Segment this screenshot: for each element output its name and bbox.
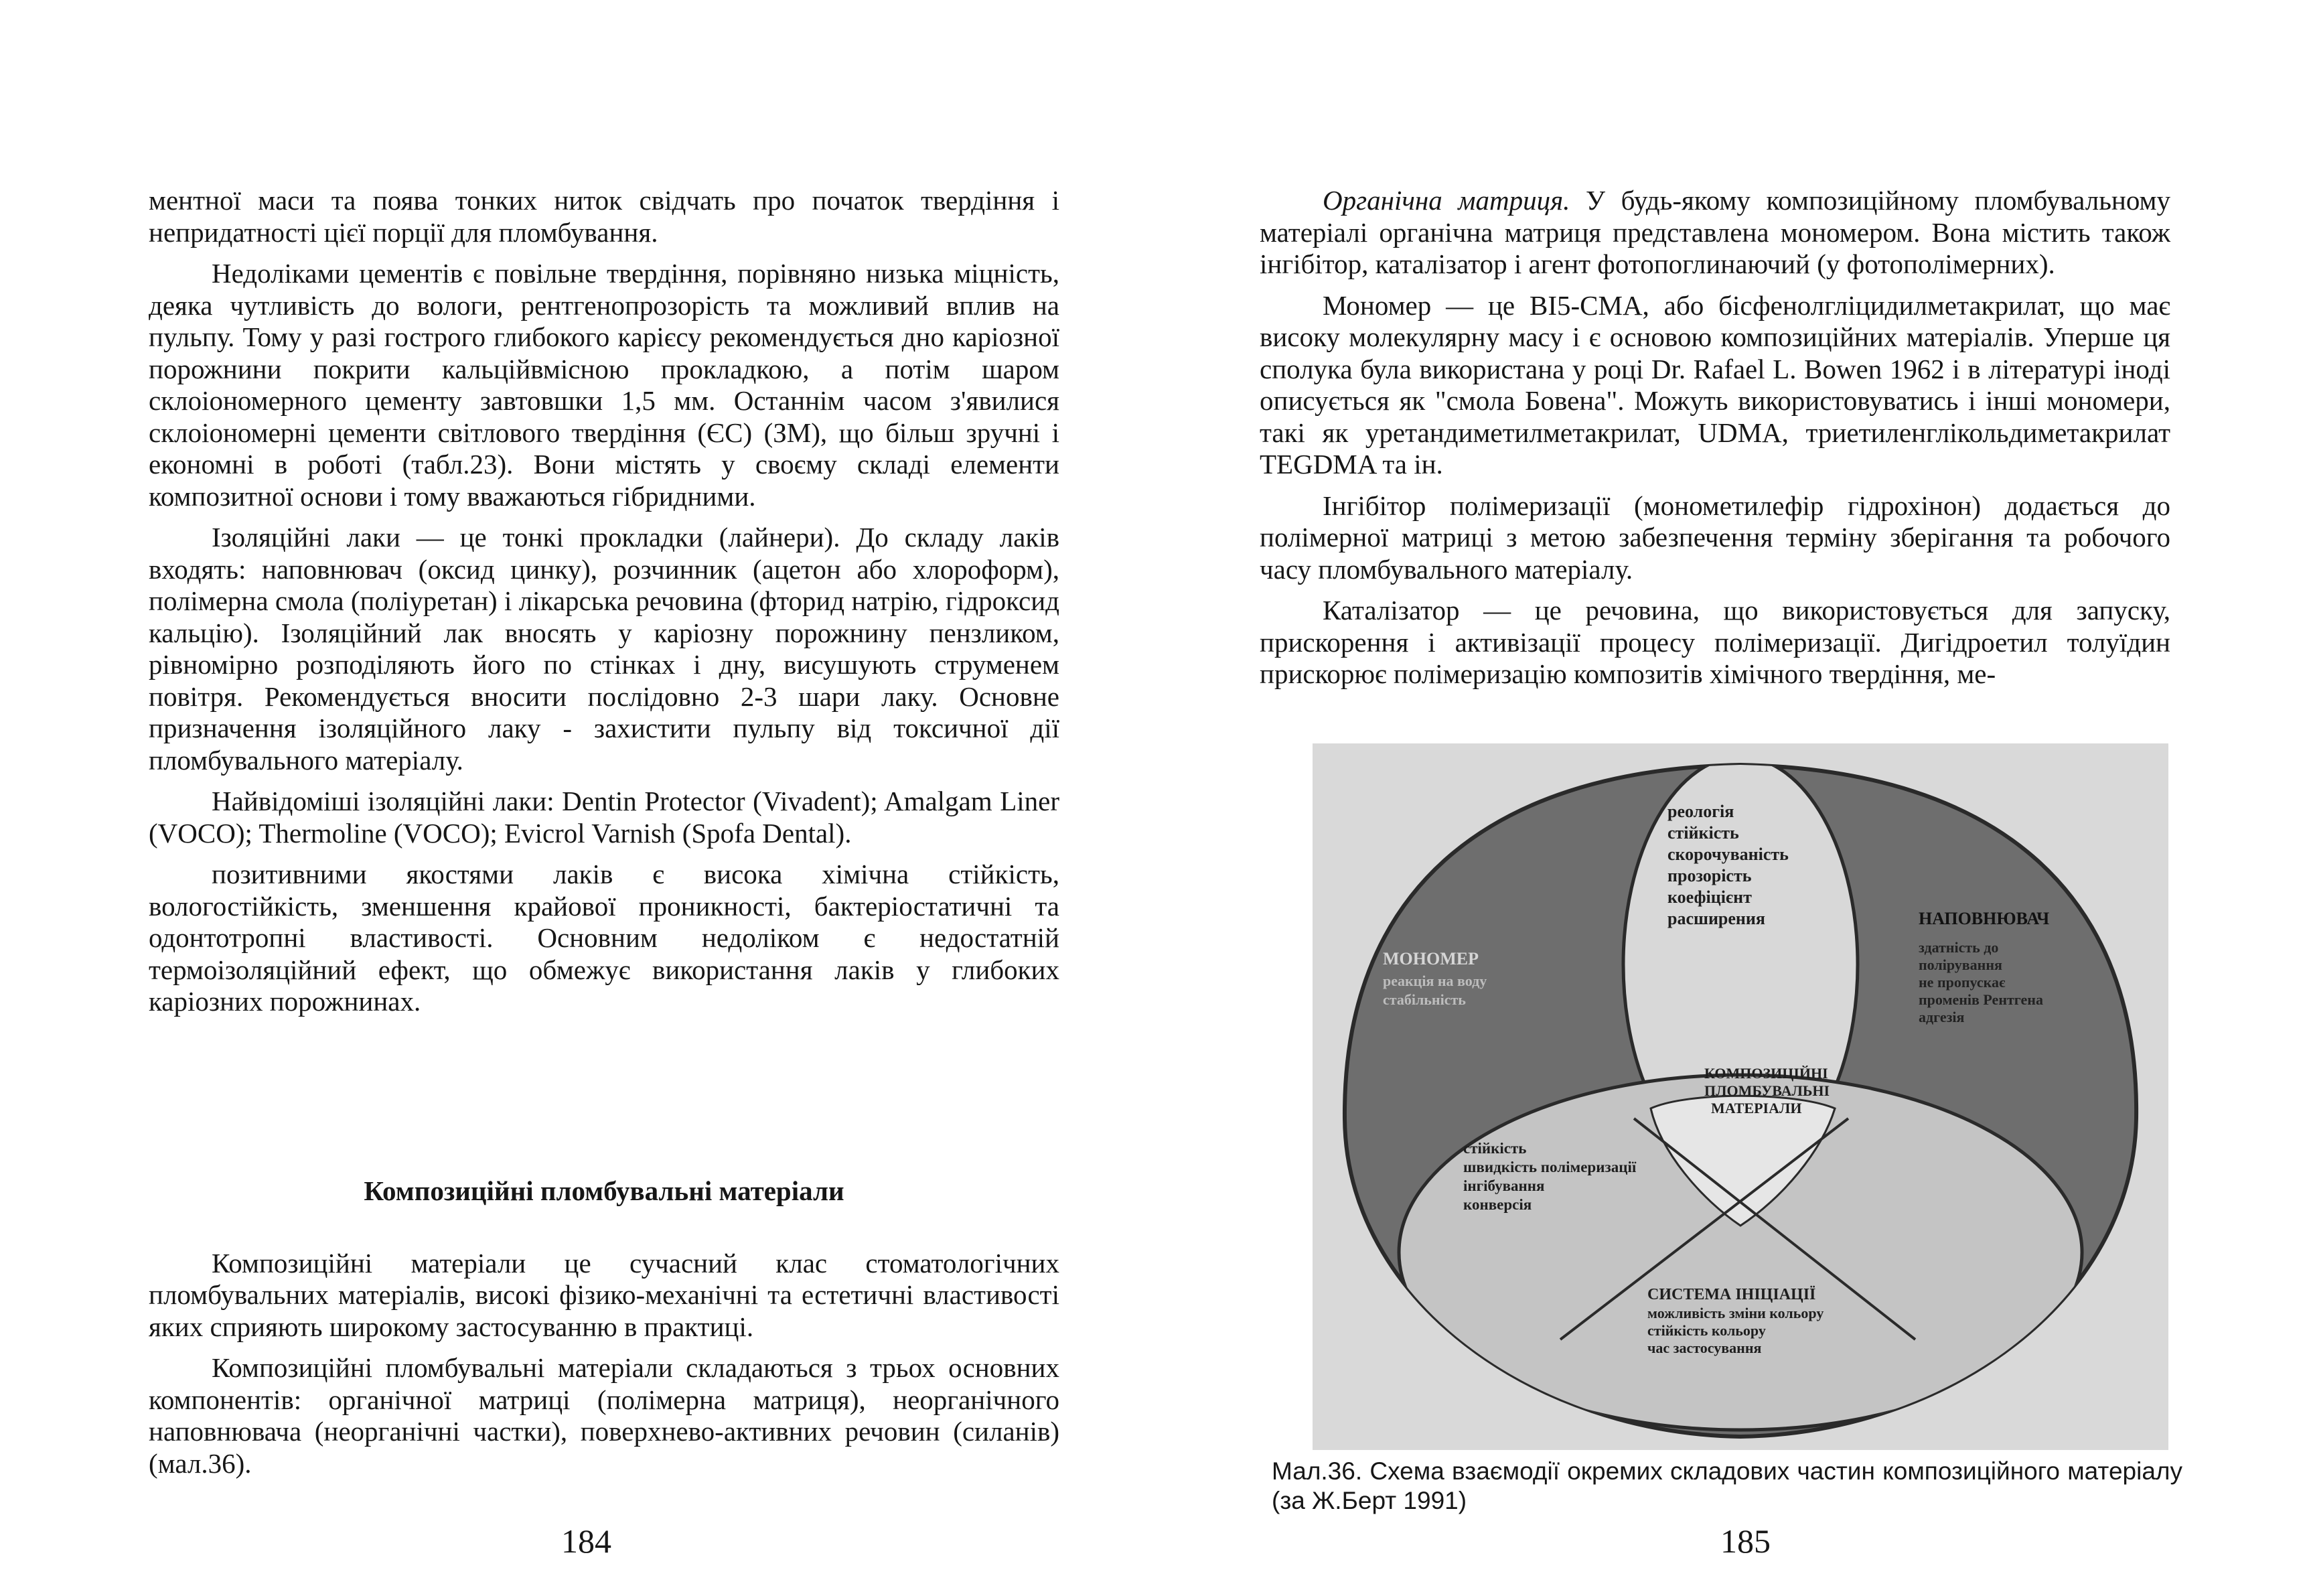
bottom-item: конверсія (1463, 1196, 1532, 1213)
center-label: МАТЕРІАЛИ (1711, 1100, 1802, 1116)
right-paragraph: Мономер — це BI5-CMA, або бісфенолгліцидилметакрилат, що має високу молекулярну масу і є основою композиційних матеріалів. Уперше ця сполука була використана у році Dr. Rafael L. Bowen 1962 і в літературі іноді описується як "смола Бовена". Можуть використовуватись і інші мономери, такі як уретандиметилметакрилат, UDMA, триетиленглікольдиметакрилат TEGDMA та ін. (1260, 289, 2170, 480)
filler-item: адгезія (1919, 1009, 1965, 1025)
right-paragraph: Каталізатор — це речовина, що використовується для запуску, прискорення і активізації процесу полімеризації. Дигідроетил толуїдин прискорює полімеризацію композитів хімічного твердіння, ме- (1260, 595, 2170, 689)
top-item: коефіцієнт (1667, 887, 1752, 907)
top-item: прозорість (1667, 866, 1752, 885)
monomer-item: реакція на воду (1383, 972, 1487, 989)
monomer-item: стабільність (1383, 991, 1466, 1008)
top-item: скорочуваність (1667, 845, 1789, 864)
figure-caption: Мал.36. Схема взаємодії окремих складових частин композиційного матеріалу (за Ж.Берт 1991) (1272, 1457, 2182, 1514)
filler-title: НАПОВНЮВАЧ (1919, 909, 2050, 928)
left-paragraph: Композиційні матеріали це сучасний клас стоматологічних пломбувальних матеріалів, високі фізико-механічні та естетичні властивості яких сприяють широкому застосуванню в практиці. (149, 1247, 1059, 1342)
left-paragraph: ментної маси та поява тонких ниток свідчать про початок твердіння і непридатності цієї порції для пломбування. (149, 185, 1059, 248)
right-paragraph: У будь-якому композиційному пломбувальному матеріалі органічна матриця представлена мономером. Вона містить також інгібітор, каталізатор і агент фотопоглинаючий (у фотополімерних). (1260, 185, 2170, 279)
section-heading: Композиційні пломбувальні матеріали (364, 1175, 844, 1206)
init-item: можливість зміни кольору (1647, 1305, 1824, 1321)
center-label: ПЛОМБУВАЛЬНІ (1704, 1082, 1830, 1099)
left-section (149, 1175, 1059, 1479)
right-paragraph: Інгібітор полімеризації (монометилефір гідрохінон) додається до полімерної матриці з метою забезпечення терміну зберігання та робочого часу пломбувального матеріалу. (1260, 490, 2170, 585)
filler-item: полірування (1919, 956, 2002, 973)
left-text-column (149, 185, 1059, 1018)
composite-diagram (1313, 743, 2168, 1450)
left-paragraph-lacquer-brands: Найвідоміші ізоляційні лаки: Dentin Protector (Vivadent); Amalgam Liner (VOCO); Thermoline (VOCO); Evicrol Varnish (Spofa Dental). (149, 786, 1059, 849)
right-text-column (1260, 185, 2170, 691)
top-item: стійкість (1667, 823, 1739, 843)
filler-item: не пропускає (1919, 974, 2006, 991)
init-item: час застосування (1647, 1339, 1762, 1356)
top-item: расширения (1667, 909, 1765, 928)
right-page (1152, 0, 2305, 1596)
init-title: СИСТЕМА ІНІЦІАЦІЇ (1647, 1286, 1816, 1303)
bottom-item: швидкість полімеризації (1463, 1159, 1637, 1175)
top-item: реологія (1667, 802, 1734, 821)
bottom-item: стійкість (1463, 1140, 1527, 1157)
left-paragraph-lacquers: Ізоляційні лаки — це тонкі прокладки (лайнери). До складу лаків входять: наповнювач (оксид цинку), розчинник (ацетон або хлороформ), полімерна смола (поліуретан) і лікарська речовина (фторид натрію, гідроксид кальцію). Ізоляційний лак вносять у каріозну порожнину пензликом, рівномірно розподіляють його по стінках і дну, висушують струменем повітря. Рекомендується вносити послідовно 2-3 шари лаку. Основне призначення ізоляційного лаку - захистити пульпу від токсичної дії пломбувального матеріалу. (149, 522, 1059, 776)
matrix-title: Органічна матриця. (1323, 185, 1570, 216)
init-item: стійкість кольору (1647, 1322, 1766, 1339)
composite-diagram-svg (1313, 743, 2168, 1450)
filler-item: здатність до (1919, 939, 1999, 956)
page-number: 184 (561, 1522, 611, 1560)
left-paragraph: позитивними якостями лаків є висока хімічна стійкість, вологостійкість, зменшення крайової проникності, бактеріостатичні та одонтотропні властивості. Основним недоліком є недостатній термоізоляційний ефект, що обмежує використання лаків у глибоких каріозних порожнинах. (149, 859, 1059, 1017)
filler-item: променів Рентгена (1919, 991, 2043, 1008)
center-label: КОМПОЗИЦІЙНІ (1704, 1065, 1828, 1082)
left-paragraph: Композиційні пломбувальні матеріали складаються з трьох основних компонентів: органічної матриці (полімерна матриця), неорганічного наповнювача (неорганічні частки), поверхнево-активних речовин (силанів) (мал.36). (149, 1352, 1059, 1479)
page-number: 185 (1720, 1522, 1771, 1560)
left-page (0, 0, 1152, 1596)
monomer-title: МОНОМЕР (1383, 949, 1479, 968)
bottom-item: інгібування (1463, 1177, 1545, 1194)
left-paragraph: Недоліками цементів є повільне твердіння, порівняно низька міцність, деяка чутливість до вологи, рентгенопрозорість та можливий вплив на пульпу. Тому у разі гострого глибокого карієсу рекомендується дно каріозної порожнини покрити кальційвмісною прокладкою, а потім шаром склоіономерного цементу завтовшки 1,5 мм. Останнім часом з'явилися склоіономерні цементи світлового твердіння (ЄС) (ЗМ), що більш зручні і економні в роботі (табл.23). Вони містять у своєму складі елементи композитної основи і тому вважаються гібридними. (149, 258, 1059, 512)
